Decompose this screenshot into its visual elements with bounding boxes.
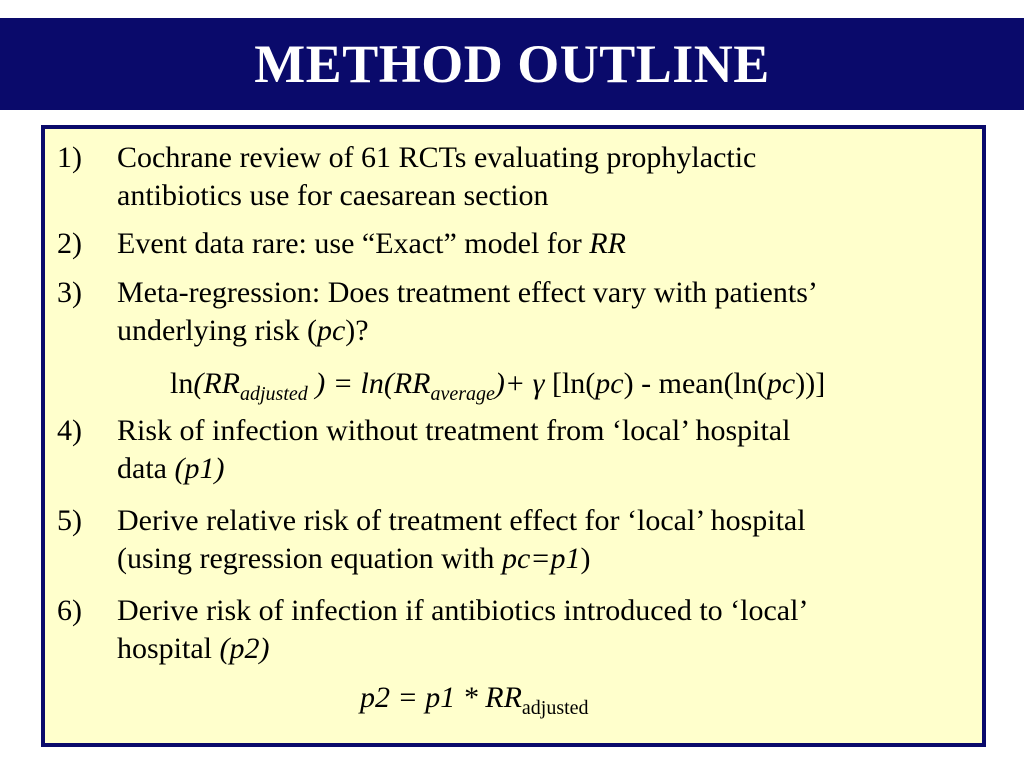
list-item-6 [57, 592, 972, 668]
item-emphasis: (p1) [174, 452, 225, 485]
item-number: 4) [57, 414, 82, 447]
item-line: ) [580, 542, 591, 575]
item-emphasis: pc [316, 314, 346, 347]
item-number: 5) [57, 504, 82, 537]
formula-part: ln [170, 367, 194, 400]
item-emphasis: RR [589, 227, 626, 260]
list-item-3 [57, 274, 972, 350]
item-line: )? [345, 314, 369, 347]
formula-part: pc [766, 367, 796, 400]
content-box [41, 125, 986, 747]
page-title: METHOD OUTLINE [254, 34, 770, 94]
item-text [117, 274, 972, 350]
gamma-symbol: γ [532, 367, 545, 400]
formula-part: pc [595, 367, 624, 400]
list-item-2 [57, 225, 972, 263]
p2-formula [360, 679, 589, 727]
item-text [117, 139, 972, 215]
formula-part: [ln( [544, 367, 596, 400]
item-line: data [117, 452, 175, 485]
formula-part: (RR [193, 367, 240, 400]
item-line: Event data rare: use “Exact” model for [117, 227, 590, 260]
formula-part: ))] [795, 367, 826, 400]
item-line: hospital [117, 632, 220, 665]
list-item-1 [57, 139, 972, 215]
item-text [117, 592, 972, 668]
formula-subscript: adjusted [239, 383, 308, 405]
item-line: Derive relative risk of treatment effect for ‘local’ hospital [117, 504, 806, 537]
item-line: (using regression equation with [117, 542, 502, 575]
formula-subscript: adjusted [521, 697, 589, 719]
formula-part: )+ [494, 367, 533, 400]
item-line: Risk of infection without treatment from ‘local’ hospital [117, 414, 791, 447]
list-item-5 [57, 502, 972, 578]
item-text [117, 412, 972, 488]
formula-part: ) - mean(ln( [623, 367, 767, 400]
formula-part: ) = ln( [307, 367, 394, 400]
formula-part: p2 = p1 * RR [360, 681, 522, 714]
formula-part: RR [393, 367, 431, 400]
item-line: Cochrane review of 61 RCTs evaluating prophylactic [117, 141, 757, 174]
formula-subscript: average [430, 383, 495, 405]
item-text [117, 502, 972, 578]
item-emphasis: (p2) [219, 632, 270, 665]
title-bar [0, 18, 1024, 110]
item-line: underlying risk ( [117, 314, 317, 347]
item-number: 6) [57, 594, 82, 627]
item-line: antibiotics use for caesarean section [117, 179, 549, 212]
item-number: 3) [57, 276, 82, 309]
item-line: Meta-regression: Does treatment effect vary with patients’ [117, 276, 818, 309]
item-text [117, 225, 972, 263]
item-emphasis: pc=p1 [501, 542, 581, 575]
item-number: 1) [57, 141, 82, 174]
item-number: 2) [57, 227, 82, 260]
item-line: Derive risk of infection if antibiotics introduced to ‘local’ [117, 594, 809, 627]
regression-formula [170, 365, 825, 413]
list-item-4 [57, 412, 972, 488]
